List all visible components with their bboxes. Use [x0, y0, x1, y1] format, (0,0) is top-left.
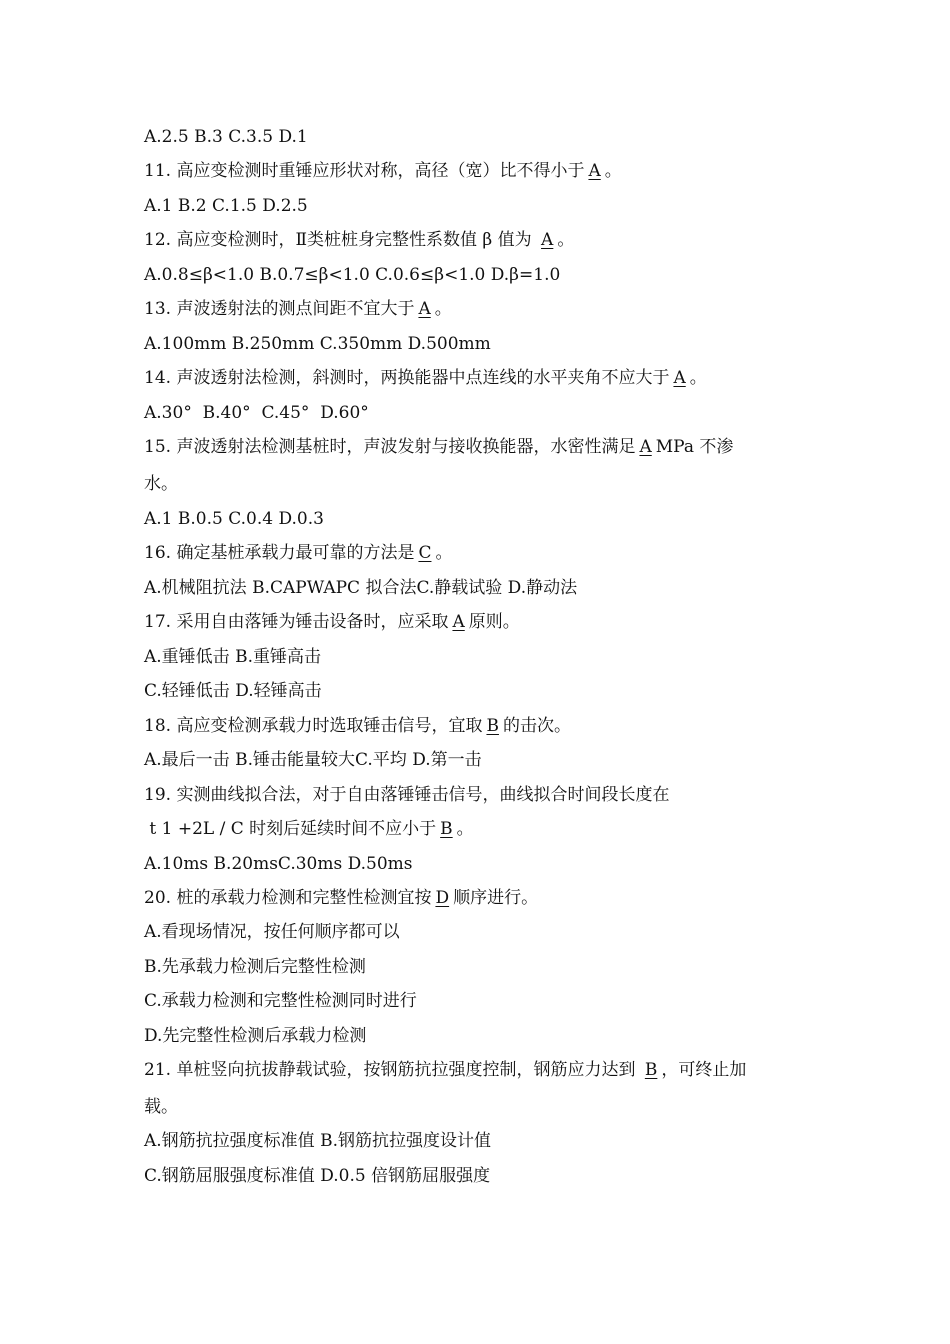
text-line: 19. 实测曲线拟合法，对于自由落锤锤击信号，曲线拟合时间段长度在	[144, 785, 670, 805]
text-line: A.0.8≤β<1.0 B.0.7≤β<1.0 C.0.6≤β<1.0 D.β=1.0	[144, 265, 561, 285]
text-line: B.先承载力检测后完整性检测	[144, 957, 366, 977]
text-line: D.先完整性检测后承载力检测	[144, 1026, 367, 1046]
answer-blank: B	[486, 716, 499, 736]
text-line: A.钢筋抗拉强度标准值 B.钢筋抗拉强度设计值	[144, 1131, 491, 1151]
text-line: 水。	[144, 474, 178, 494]
text-line: 15. 声波透射法检测基桩时，声波发射与接收换能器，水密性满足 A MPa 不渗	[144, 437, 734, 457]
text-line: 20. 桩的承载力检测和完整性检测宜按 D 顺序进行。	[144, 888, 539, 908]
answer-blank: D	[435, 888, 450, 908]
text-line: A.重锤低击 B.重锤高击	[144, 647, 321, 667]
text-line: 14. 声波透射法检测，斜测时，两换能器中点连线的水平夹角不应大于 A 。	[144, 368, 707, 388]
text-line: C.钢筋屈服强度标准值 D.0.5 倍钢筋屈服强度	[144, 1166, 491, 1186]
text-line: 18. 高应变检测承载力时选取锤击信号，宜取 B 的击次。	[144, 716, 571, 736]
text-line: t 1 +2L / C 时刻后延续时间不应小于 B 。	[144, 819, 474, 839]
answer-blank: B	[440, 819, 453, 839]
text-line: 载。	[144, 1097, 178, 1117]
text-line: 21. 单桩竖向抗拔静载试验，按钢筋抗拉强度控制，钢筋应力达到 B ，可终止加	[144, 1060, 747, 1080]
answer-blank: B	[644, 1060, 658, 1080]
text-line: A.10ms B.20msC.30ms D.50ms	[144, 854, 413, 874]
answer-blank: C	[418, 543, 432, 563]
text-line: A.1 B.2 C.1.5 D.2.5	[144, 196, 308, 216]
text-line: A.2.5 B.3 C.3.5 D.1	[144, 127, 308, 147]
text-line: A.看现场情况，按任何顺序都可以	[144, 922, 400, 942]
answer-blank: A	[452, 612, 465, 632]
text-line: C.承载力检测和完整性检测同时进行	[144, 991, 417, 1011]
text-line: C.轻锤低击 D.轻锤高击	[144, 681, 322, 701]
text-line: A.100mm B.250mm C.350mm D.500mm	[144, 334, 491, 354]
text-line: A.机械阻抗法 B.CAPWAPC 拟合法C.静载试验 D.静动法	[144, 578, 578, 598]
text-line: 12. 高应变检测时，Ⅱ类桩桩身完整性系数值 β 值为 A 。	[144, 230, 575, 250]
answer-blank: A	[418, 299, 431, 319]
text-line: 17. 采用自由落锤为锤击设备时，应采取 A 原则。	[144, 612, 520, 632]
answer-blank: A	[673, 368, 686, 388]
text-line: A.最后一击 B.锤击能量较大C.平均 D.第一击	[144, 750, 482, 770]
text-line: 16. 确定基桩承载力最可靠的方法是 C 。	[144, 543, 453, 563]
text-line: 13. 声波透射法的测点间距不宜大于 A 。	[144, 299, 452, 319]
text-line: A.1 B.0.5 C.0.4 D.0.3	[144, 509, 324, 529]
text-line: A.30° B.40° C.45° D.60°	[144, 403, 369, 423]
answer-blank: A	[541, 230, 554, 250]
answer-blank: A	[639, 437, 652, 457]
answer-blank: A	[588, 161, 601, 181]
text-line: 11. 高应变检测时重锤应形状对称，高径（宽）比不得小于 A 。	[144, 161, 622, 181]
